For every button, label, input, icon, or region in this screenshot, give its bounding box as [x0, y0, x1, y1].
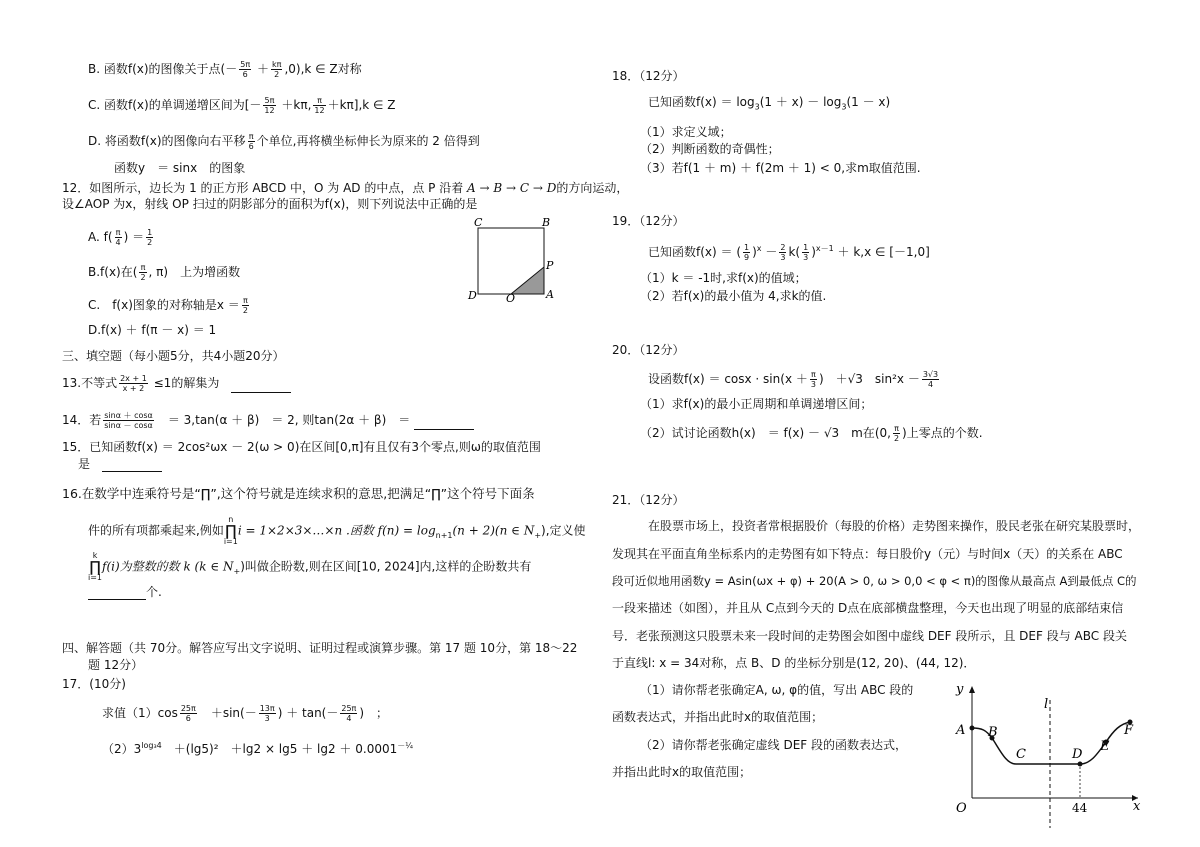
label-o: O — [956, 801, 967, 816]
label-p: P — [546, 259, 554, 272]
q12-option-a: A. f( $\frac{\pi}{4}$ ) ＝ $\frac{1}{2}$ — [88, 228, 153, 247]
answer-blank — [231, 380, 291, 393]
fraction: $\frac{k\pi}{2}$ — [271, 60, 282, 79]
label-d: D — [1072, 747, 1083, 762]
q17-header: 17．(10分) — [62, 677, 126, 691]
q21-para4: 一段来描述（如图），并且从 C点到今天的 D点在底部横盘整理，今天也出现了明显的底部结束信 — [612, 601, 1124, 615]
label-l: l — [1044, 697, 1049, 712]
label-b: B — [988, 725, 998, 740]
q15: 15．已知函数f(x) ＝ 2cos²ωx － 2(ω > 0)在区间[0,π]有且仅有3个零点,则ω的取值范围 — [62, 440, 541, 454]
q21-para1: 在股票市场上，投资者常根据股价（每股的价格）走势图来操作，股民老张在研究某股票时， — [648, 519, 1141, 533]
q20-function: 设函数f(x) ＝ cosx · sin(x ＋ $\frac{\pi}{3}$ ) ＋√3 sin²x － $\frac{3√3}{4}$ — [648, 370, 939, 389]
q20-header: 20．（12分） — [612, 343, 685, 357]
q18-part1: （1）求定义域； — [640, 125, 732, 139]
fraction: $\frac{2x + 1}{x + 2}$ — [120, 374, 147, 393]
fraction: $\frac{25\pi}{6}$ — [180, 704, 196, 723]
q21-para2: 发现其在平面直角坐标系内的走势图有如下特点：每日股价y（元）与时间x（天）的关系在 ABC — [612, 547, 1123, 561]
q18-part3: （3）若f(1 ＋ m) ＋ f(2m ＋ 1) < 0,求m取值范围. — [640, 161, 921, 175]
q12-stem-line2: 设∠AOP 为x，射线 OP 扫过的阴影部分的面积为f(x)，则下列说法中正确的是 — [62, 197, 478, 211]
q19-function: 已知函数f(x) ＝ ( $\frac{1}{9}$ )$^x$ － $\frac{2}{3}$ k( $\frac{1}{3}$ )$^{x-1}$ ＋ k,x ∈ [－1,0] — [648, 243, 930, 262]
q12-option-c: C. f(x)图象的对称轴是x ＝ $\frac{\pi}{2}$ — [88, 296, 248, 315]
q16-line2: 件的所有项都乘起来,例如 n ∏ i=1 i = 1×2×3×…×n .函数 $f(n) = \log_{n+1}(n + 2)(n$ ∈ $N_+$),定义使 — [88, 515, 586, 546]
shaded-region — [511, 267, 544, 294]
q20-part1: （1）求f(x)的最小正周期和单调递增区间； — [640, 397, 873, 411]
tick-label-44: 44 — [1072, 801, 1088, 815]
fraction: $\frac{5\pi}{12}$ — [264, 96, 275, 115]
q18-function: 已知函数$f(x) = \log_3(1 + x) - \log_3(1 - x)$ — [648, 95, 891, 112]
answer-blank — [414, 417, 474, 430]
q21-part2-line2: 并指出此时x的取值范围； — [612, 765, 752, 779]
q21-part2: （2）请你帮老张确定虚线 DEF 段的函数表达式， — [640, 738, 907, 752]
q12-stem: 12．如图所示，边长为 1 的正方形 ABCD 中，O 为 AD 的中点，点 P 沿着 A → B → C → D的方向运动， — [62, 181, 629, 195]
fraction: $\frac{\pi}{4}$ — [115, 228, 121, 247]
q19-part1: （1）k ＝ -1时,求f(x)的值域； — [640, 271, 807, 285]
q20-part2: （2）试讨论函数h(x) ＝ f(x) － √3 m在(0, $\frac{\pi}{2}$ )上零点的个数. — [640, 424, 983, 443]
q21-para3: 段可近似地用函数y = Asin(ωx + φ) + 20(A > 0, ω > 0,0 < φ < π)的图像从最高点 A到最低点 C的 — [612, 574, 1137, 588]
label-f: F — [1124, 723, 1134, 738]
fraction: $\frac{13\pi}{3}$ — [259, 704, 275, 723]
fraction: $\frac{1}{3}$ — [803, 243, 809, 262]
label-a: A — [546, 288, 554, 301]
stock-trend-figure — [950, 678, 1150, 830]
label-a: A — [956, 723, 966, 738]
fraction: $\frac{\pi}{6}$ — [248, 132, 254, 151]
answer-blank — [102, 459, 162, 472]
fraction: $\frac{25\pi}{4}$ — [341, 704, 357, 723]
fraction: $\frac{\pi}{2}$ — [893, 424, 900, 443]
point-d — [1078, 762, 1083, 767]
fraction: $\frac{3√3}{4}$ — [922, 370, 939, 389]
fraction: $\frac{\pi}{2}$ — [140, 263, 146, 282]
y-axis-arrow — [969, 686, 975, 693]
fraction: $\frac{1}{9}$ — [744, 243, 750, 262]
fraction: $\frac{5\pi}{6}$ — [240, 60, 251, 79]
label-c: C — [474, 216, 483, 229]
q12-option-b: B.f(x)在( $\frac{\pi}{2}$ , π) 上为增函数 — [88, 263, 241, 282]
fraction: $\frac{1}{2}$ — [147, 228, 153, 247]
section-3-title: 三、填空题（每小题5分，共4小题20分） — [62, 349, 285, 363]
q13: 13.不等式 $\frac{2x + 1}{x + 2}$ ≤1的解集为 — [62, 374, 291, 393]
q18-part2: （2）判断函数的奇偶性； — [640, 142, 780, 156]
q16-line1: 16.在数学中连乘符号是“∏”,这个符号就是连续求积的意思,把满足“∏”这个符号下面条 — [62, 486, 535, 501]
label-o: O — [506, 292, 516, 304]
section-4-title: 四、解答题（共 70分。解答应写出文字说明、证明过程或演算步骤。第 17 题 10分，第 18～22 — [62, 641, 578, 655]
q21-part1-line2: 函数表达式，并指出此时x的取值范围； — [612, 710, 824, 724]
fraction: $\frac{2}{3}$ — [780, 243, 786, 262]
q17-part1: 求值（1）cos $\frac{25\pi}{6}$ ＋sin(－ $\frac{13\pi}{3}$ ) ＋ tan(－ $\frac{25\pi}{4}$ ) ； — [102, 704, 389, 723]
q11-option-d: D. 将函数f(x)的图像向右平移 $\frac{\pi}{6}$ 个单位,再将横坐标伸长为原来的 2 倍得到 — [88, 132, 480, 151]
q12-option-d: D.f(x) ＋ f(π － x) ＝ 1 — [88, 323, 217, 337]
q19-part2: （2）若f(x)的最小值为 4,求k的值. — [640, 289, 827, 303]
q16-line3: k ∏ i=1 f(i)为整数的数 k (k ∈ $N_+$)叫做企盼数,则在区间[10, 2024]内,这样的企盼数共有 — [88, 551, 532, 582]
q14: 14．若 $\frac{\sin\alpha + \cos\alpha}{\sin\alpha - \cos\alpha}$ ＝ 3,tan(α ＋ β) ＝ 2, 则tan(2α ＋ β) ＝ — [62, 411, 474, 430]
q11-option-d-line2: 函数y ＝ sinx 的图象 — [114, 161, 246, 175]
label-b: B — [542, 216, 551, 229]
square-figure — [462, 212, 562, 304]
label-e: E — [1100, 739, 1110, 754]
fraction: $\frac{\pi}{3}$ — [810, 370, 816, 389]
q21-para6: 于直线l: x = 34对称，点 B、D 的坐标分别是(12, 20)、(44, 12)． — [612, 656, 976, 670]
q17-part2: $(2)3^{log_34}$ ＋(lg5)² $+\lg 2 \times \lg 5 + \lg 2 + 0.0001^{-\frac{1}{4}}$ — [102, 741, 413, 756]
fraction: $\frac{\pi}{12}$ — [314, 96, 325, 115]
q21-header: 21．（12分） — [612, 493, 685, 507]
q16-line4: 个. — [88, 584, 162, 600]
q21-para5: 号．老张预测这只股票未来一段时间的走势图会如图中虚线 DEF 段所示，且 DEF 段与 ABC 段关 — [612, 629, 1127, 643]
q11-option-c: C. 函数f(x)的单调递增区间为[－ $\frac{5\pi}{12}$ ＋kπ, $\frac{\pi}{12}$ ＋kπ],k ∈ Z — [88, 96, 396, 115]
answer-blank — [88, 587, 146, 600]
q19-header: 19．（12分） — [612, 214, 685, 228]
q15-line2: 是 — [78, 456, 162, 472]
fraction: $\frac{\pi}{2}$ — [242, 296, 248, 315]
q18-header: 18．（12分） — [612, 69, 685, 83]
label-y: y — [956, 682, 964, 697]
point-a — [970, 726, 975, 731]
q11-option-b: B. 函数f(x)的图像关于点(－ $\frac{5\pi}{6}$ ＋ $\frac{k\pi}{2}$ ,0),k ∈ Z对称 — [88, 60, 362, 79]
fraction: $\frac{\sin\alpha + \cos\alpha}{\sin\alpha - \cos\alpha}$ — [104, 411, 153, 430]
label-d: D — [468, 289, 477, 302]
section-4-title-line2: 题 12分） — [88, 658, 144, 672]
label-x: x — [1133, 799, 1141, 814]
label-c: C — [1016, 747, 1026, 762]
q21-part1: （1）请你帮老张确定A, ω, φ的值，写出 ABC 段的 — [640, 683, 914, 697]
